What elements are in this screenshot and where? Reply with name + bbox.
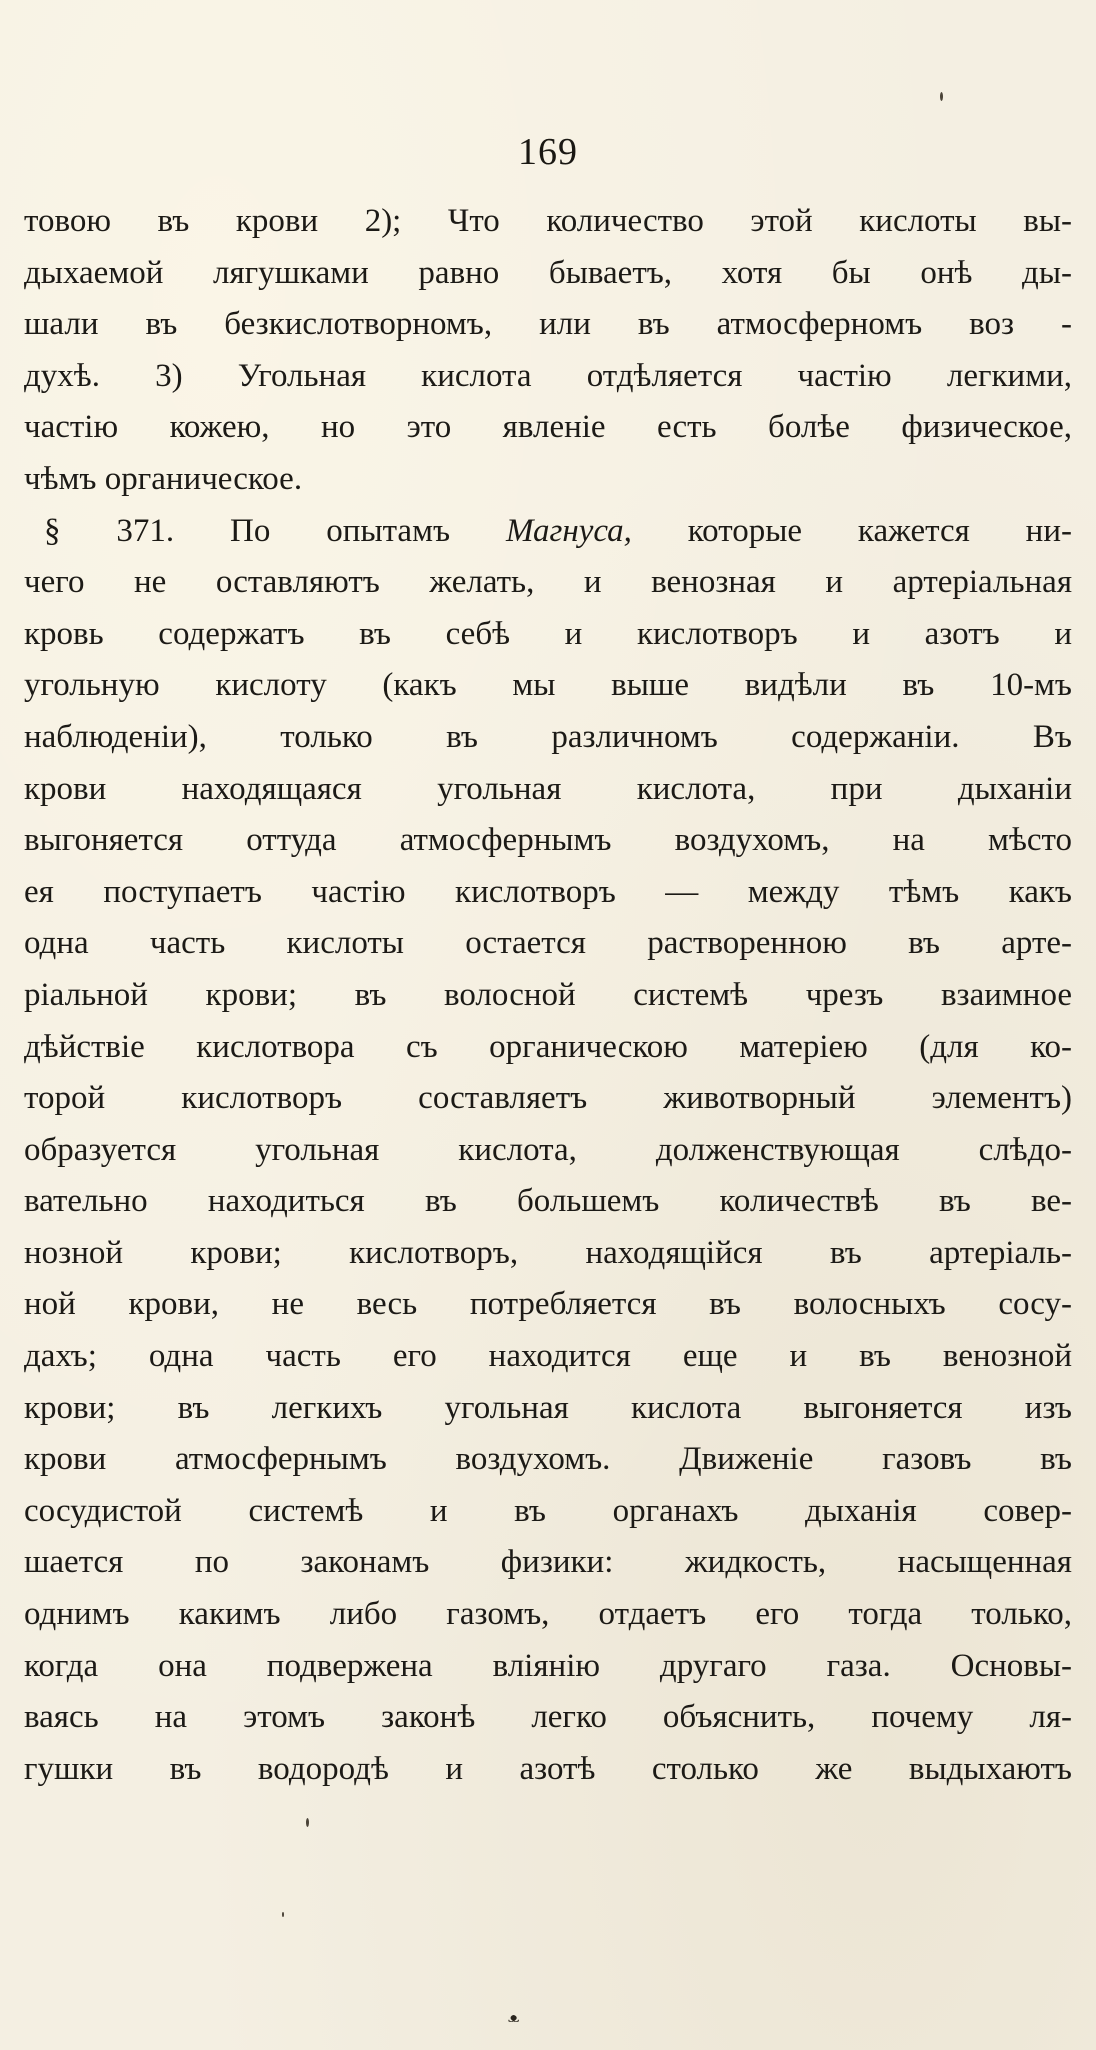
body-text — [24, 196, 1072, 1795]
text-line: шали въ безкислотворномъ, или въ атмосферномъ воз - — [24, 306, 1072, 343]
text-line: дѣйствіе кислотвора съ органическою матеріею (для ко- — [24, 1028, 1072, 1065]
text-line: однимъ какимъ либо газомъ, отдаетъ его тогда только, — [24, 1596, 1072, 1633]
text-line: ріальной крови; въ волосной системѣ чрезъ взаимное — [24, 976, 1072, 1013]
scan-speck — [940, 92, 943, 101]
text-segment: § 371. По опытамъ — [44, 512, 506, 549]
text-line: дыхаемой лягушками равно бываетъ, хотя бы онѣ ды- — [24, 254, 1072, 291]
text-line: чего не оставляютъ желать, и венозная и артеріальная — [24, 564, 1072, 601]
author-name-italic: Магнуса, — [505, 512, 632, 549]
text-line: духѣ. 3) Угольная кислота отдѣляется частію легкими, — [24, 357, 1072, 394]
text-line: шается по законамъ физики: жидкость, насыщенная — [24, 1544, 1072, 1581]
text-line: дахъ; одна часть его находится еще и въ венозной — [24, 1338, 1072, 1375]
scan-speck — [306, 1818, 309, 1827]
text-line: образуется угольная кислота, долженствующая слѣдо- — [24, 1131, 1072, 1168]
text-line: когда она подвержена вліянію другаго газа. Основы- — [24, 1647, 1072, 1684]
text-line — [24, 506, 1072, 558]
text-line: крови атмосфернымъ воздухомъ. Движеніе газовъ въ — [24, 1441, 1072, 1478]
text-line: одна часть кислоты остается растворенною въ арте- — [24, 925, 1072, 962]
text-line: крови; въ легкихъ угольная кислота выгоняется изъ — [24, 1389, 1072, 1426]
text-line: выгоняется оттуда атмосфернымъ воздухомъ, на мѣсто — [24, 822, 1072, 859]
text-line: торой кислотворъ составляетъ животворный элементъ) — [24, 1080, 1072, 1117]
text-line: сосудистой системѣ и въ органахъ дыханія совер- — [24, 1492, 1072, 1529]
text-line: нозной крови; кислотворъ, находящійся въ артеріаль- — [24, 1234, 1072, 1271]
text-line: чѣмъ органическое. — [24, 460, 303, 497]
text-line: вательно находиться въ большемъ количествѣ въ ве- — [24, 1183, 1072, 1220]
text-line: крови находящаяся угольная кислота, при дыханіи — [24, 770, 1072, 807]
text-line: угольную кислоту (какъ мы выше видѣли въ 10-мъ — [24, 667, 1072, 704]
text-line: наблюденіи), только въ различномъ содержаніи. Въ — [24, 718, 1072, 755]
text-line: кровь содержатъ въ себѣ и кислотворъ и азотъ и — [24, 615, 1072, 652]
text-line: ваясь на этомъ законѣ легко объяснить, почему ля- — [24, 1699, 1072, 1736]
text-line: ной крови, не весь потребляется въ волосныхъ сосу- — [24, 1286, 1072, 1323]
text-segment: которые кажется ни- — [631, 512, 1072, 549]
text-line: гушки въ водородѣ и азотѣ столько же выдыхаютъ — [24, 1750, 1072, 1787]
page-number: 169 — [518, 131, 578, 173]
text-line: товою въ крови 2); Что количество этой кислоты вы- — [24, 203, 1072, 239]
text-line: частію кожею, но это явленіе есть болѣе физическое, — [24, 409, 1072, 446]
scan-speck — [282, 1912, 284, 1917]
text-line: ея поступаетъ частію кислотворъ — между тѣмъ какъ — [24, 873, 1072, 910]
signature-mark: ᵜ — [508, 2008, 520, 2036]
